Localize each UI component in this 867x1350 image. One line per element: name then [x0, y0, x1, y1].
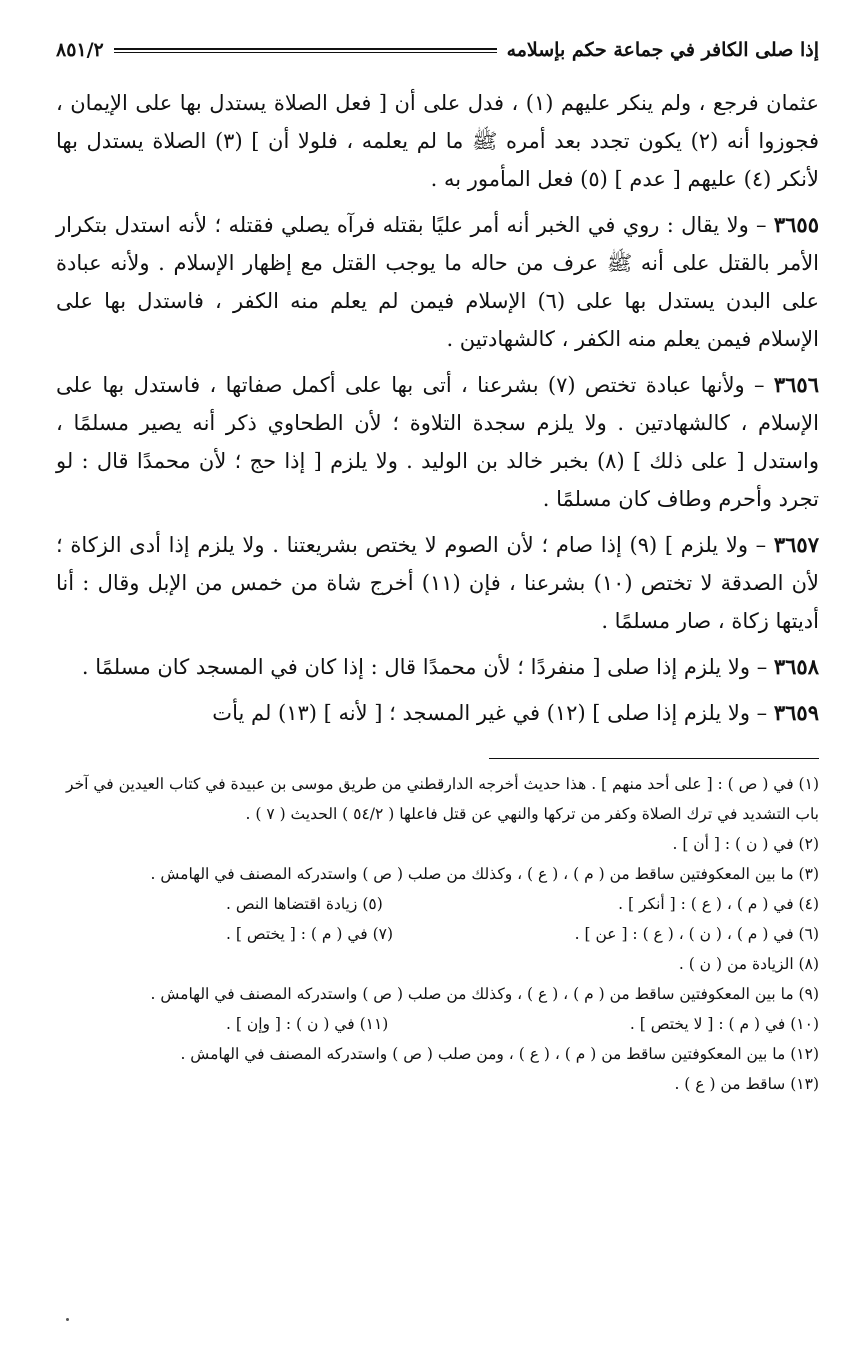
- footnote-separator: [489, 758, 819, 759]
- issue-number: ٣٦٥٩: [773, 700, 819, 725]
- running-header: [56, 30, 819, 70]
- footnote: (٣) ما بين المعكوفتين ساقط من ( م ) ، ( ع ) ، وكذلك من صلب ( ص ) واستدركه المصنف في الهامش .: [150, 865, 819, 883]
- issue-number: ٣٦٥٥: [773, 212, 819, 237]
- paragraph: [56, 206, 819, 358]
- footnote: (٥) زيادة اقتضاها النص .: [226, 895, 383, 913]
- paragraph-text: – ولا يقال : روي في الخبر أنه أمر عليًا بقتله فرآه يصلي فقتله ؛ لأنه استدل بتكرار الأمر بالقتل على أنه ﷺ عرف من حاله ما يوجب القتل مع إظهار الإسلام . ولأنه عبادة على البدن يستدل بها على (٦) الإسلام فيمن لم يعلم منه الكفر ، فاستدل بها على الإسلام فيمن يعلم منه الكفر ، كالشهادتين .: [56, 213, 819, 351]
- header-rule: [114, 48, 497, 53]
- issue-number: ٣٦٥٨: [773, 654, 819, 679]
- issue-number: ٣٦٥٦: [773, 372, 819, 397]
- header-title: إذا صلى الكافر في جماعة حكم بإسلامه: [506, 39, 819, 61]
- footnote-row: [56, 889, 819, 919]
- page-number: ٨٥١/٢: [56, 39, 104, 61]
- footnote: (٧) في ( م ) : [ يختص ] .: [226, 925, 394, 943]
- footnotes: [56, 769, 819, 1099]
- footnote: (٨) الزيادة من ( ن ) .: [678, 955, 819, 973]
- paragraph-text: – ولأنها عبادة تختص (٧) بشرعنا ، أتى بها على أكمل صفاتها ، فاستدل بها على الإسلام ، كالشهادتين . ولا يلزم سجدة التلاوة ؛ لأن الطحاوي ذكر أنه يصير مسلمًا ، واستدل [ على ذلك ] (٨) بخبر خالد بن الوليد . ولا يلزم [ إذا حج ؛ لأن محمدًا قال : لو تجرد وأحرم وطاف كان مسلمًا .: [56, 373, 819, 511]
- paragraph: [56, 526, 819, 640]
- paragraph: [56, 694, 819, 732]
- footnote-row: [56, 919, 819, 949]
- issue-number: ٣٦٥٧: [773, 532, 819, 557]
- paragraph-text: عثمان فرجع ، ولم ينكر عليهم (١) ، فدل على أن [ فعل الصلاة يستدل بها على الإيمان ، فجوزوا أنه (٢) يكون تجدد بعد أمره ﷺ ما لم يعلمه ، فلولا أن ] (٣) الصلاة يستدل بها لأنكر (٤) عليهم [ عدم ] (٥) فعل المأمور به .: [56, 91, 819, 191]
- footnote: (٢) في ( ن ) : [ أن ] .: [672, 835, 819, 853]
- footnote: (١١) في ( ن ) : [ وإن ] .: [226, 1015, 389, 1033]
- footnote: (٤) في ( م ) ، ( ع ) : [ أنكر ] .: [618, 895, 819, 913]
- footnote-row: [56, 1009, 819, 1039]
- footnote: (٩) ما بين المعكوفتين ساقط من ( م ) ، ( ع ) ، وكذلك من صلب ( ص ) واستدركه المصنف في الهامش .: [150, 985, 819, 1003]
- paragraph-text: – ولا يلزم إذا صلى ] (١٢) في غير المسجد ؛ [ لأنه ] (١٣) لم يأت: [212, 701, 774, 725]
- paragraph-text: – ولا يلزم ] (٩) إذا صام ؛ لأن الصوم لا يختص بشريعتنا . ولا يلزم إذا أدى الزكاة ؛ لأن الصدقة لا تختص (١٠) بشرعنا ، فإن (١١) أخرج شاة من خمس من الإبل وقال : أنا أديتها زكاة ، صار مسلمًا .: [56, 533, 820, 633]
- paragraph-text: – ولا يلزم إذا صلى [ منفردًا ؛ لأن محمدًا قال : إذا كان في المسجد كان مسلمًا .: [81, 655, 774, 679]
- footnote: (١) في ( ص ) : [ على أحد منهم ] . هذا حديث أخرجه الدارقطني من طريق موسى بن عبيدة في كتاب العيدين في آخر باب التشديد في ترك الصلاة وكفر من تركها والنهي عن قتل فاعلها ( ٥٤/٢ ) الحديث ( ٧ ) .: [66, 775, 819, 823]
- footnote: (١٠) في ( م ) : [ لا يختص ] .: [629, 1015, 819, 1033]
- paragraph: [56, 84, 819, 198]
- scan-speck: [66, 1318, 69, 1321]
- footnote: (٦) في ( م ) ، ( ن ) ، ( ع ) : [ عن ] .: [574, 925, 819, 943]
- footnote: (١٢) ما بين المعكوفتين ساقط من ( م ) ، ( ع ) ، ومن صلب ( ص ) واستدركه المصنف في الهامش .: [180, 1045, 819, 1063]
- footnote: (١٣) ساقط من ( ع ) .: [674, 1075, 819, 1093]
- paragraph: [56, 366, 819, 518]
- paragraph: [56, 648, 819, 686]
- main-text: [56, 84, 819, 732]
